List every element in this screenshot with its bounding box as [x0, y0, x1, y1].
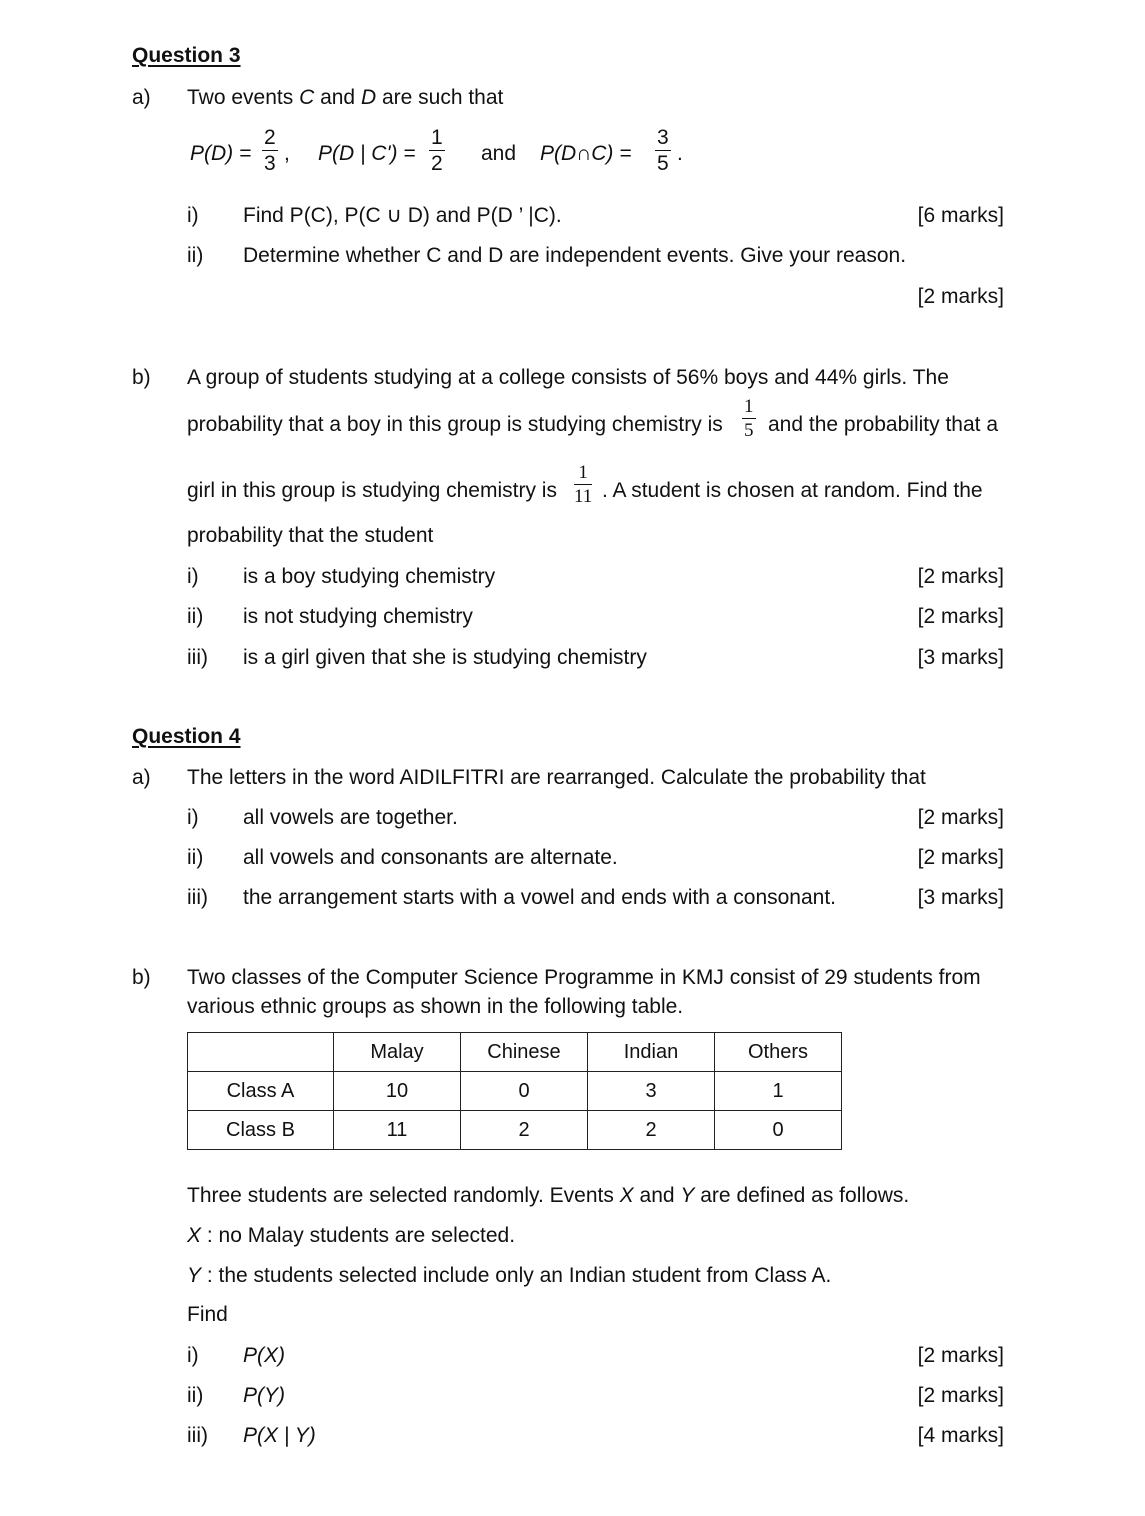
table-cell: 0 — [715, 1111, 842, 1150]
q4a-part-i-text: all vowels are together. — [243, 806, 458, 829]
q4a-part-ii-text: all vowels and consonants are alternate. — [243, 846, 618, 869]
q4b-events-intro: Three students are selected randomly. Events X and Y are defined as follows. — [187, 1184, 910, 1207]
q3b-part-ii-text: is not studying chemistry — [243, 605, 473, 628]
q4a-part-iii-label: iii) — [187, 886, 208, 909]
q3b-part-i-marks: [2 marks] — [917, 565, 1004, 588]
q4a-part-i-marks: [2 marks] — [917, 806, 1004, 829]
eq-pd-fraction: $\frac{2}{3}$ — [264, 126, 276, 175]
question-3-title: Question 3 — [132, 44, 241, 67]
question-4-title: Question 4 — [132, 725, 241, 748]
table-header-cell: Indian — [588, 1033, 715, 1072]
q4b-intro-line1: Two classes of the Computer Science Programme in KMJ consist of 29 students from — [187, 966, 981, 989]
q3b-line3-post: . A student is chosen at random. Find the — [602, 479, 983, 502]
table-header-cell: Malay — [334, 1033, 461, 1072]
table-cell: 1 — [715, 1072, 842, 1111]
q4a-part-ii-marks: [2 marks] — [917, 846, 1004, 869]
q3a-part-i-label: i) — [187, 204, 199, 227]
q3b-girl-fraction: $\frac{1}{11}$ — [574, 462, 593, 507]
event-y-definition: Y : the students selected include only an Indian student from Class A. — [187, 1264, 832, 1287]
table-row — [188, 1072, 842, 1111]
q3b-part-iii-label: iii) — [187, 646, 208, 669]
q3b-part-iii-text: is a girl given that she is studying chemistry — [243, 646, 647, 669]
q4b-part-ii-label: ii) — [187, 1384, 204, 1407]
q3a-label: a) — [132, 86, 151, 109]
table-cell: 0 — [461, 1072, 588, 1111]
q3a-part-ii-label: ii) — [187, 244, 204, 267]
q3b-line3-pre: girl in this group is studying chemistry is — [187, 479, 557, 502]
q3b-line4: probability that the student — [187, 524, 434, 547]
q4a-label: a) — [132, 766, 151, 789]
event-x-definition: X : no Malay students are selected. — [187, 1224, 516, 1247]
eq-pdnc-dot: . — [677, 142, 683, 165]
table-header-row — [188, 1033, 842, 1072]
q4a-part-ii-label: ii) — [187, 846, 204, 869]
q4b-label: b) — [132, 966, 151, 989]
table-cell: 3 — [588, 1072, 715, 1111]
q4a-part-i-label: i) — [187, 806, 199, 829]
q3a-intro: Two events C and D are such that — [187, 86, 504, 109]
q3b-line2-pre: probability that a boy in this group is studying chemistry is — [187, 413, 723, 436]
table-cell: 2 — [461, 1111, 588, 1150]
q3b-part-i-label: i) — [187, 565, 199, 588]
q3a-part-ii-marks: [2 marks] — [917, 285, 1004, 308]
q3b-boy-fraction: $\frac{1}{5}$ — [744, 396, 754, 441]
q3b-part-ii-label: ii) — [187, 605, 204, 628]
table-header-cell: Others — [715, 1033, 842, 1072]
table-row-label: Class A — [188, 1072, 334, 1111]
eq-pdnc-lhs: P(D∩C) = — [540, 142, 632, 165]
eq-and: and — [481, 142, 517, 165]
q4b-part-i-label: i) — [187, 1344, 199, 1367]
q4b-part-ii-text: P(Y) — [243, 1384, 285, 1407]
q3b-part-iii-marks: [3 marks] — [917, 646, 1004, 669]
q3b-line2-post: and the probability that a — [768, 413, 998, 436]
eq-pdnc-fraction: $\frac{3}{5}$ — [657, 126, 669, 175]
q4b-part-iii-marks: [4 marks] — [917, 1424, 1004, 1447]
table-row — [188, 1111, 842, 1150]
q3b-part-ii-marks: [2 marks] — [917, 605, 1004, 628]
q4a-part-iii-text: the arrangement starts with a vowel and ends with a consonant. — [243, 886, 837, 909]
q3b-label: b) — [132, 366, 151, 389]
table-header-cell — [188, 1033, 334, 1072]
eq-pdcprime-lhs: P(D | C') = — [318, 142, 416, 165]
q3a-part-i-text: Find P(C), P(C ∪ D) and P(D ’ |C). — [243, 204, 562, 227]
eq-pd-comma: , — [284, 142, 290, 165]
q4b-part-ii-marks: [2 marks] — [917, 1384, 1004, 1407]
table-cell: 11 — [334, 1111, 461, 1150]
table-row-label: Class B — [188, 1111, 334, 1150]
table-header-cell: Chinese — [461, 1033, 588, 1072]
eq-pd-lhs: P(D) = — [190, 142, 252, 165]
q4b-part-iii-text: P(X | Y) — [243, 1424, 316, 1447]
q4b-intro-line2: various ethnic groups as shown in the following table. — [187, 995, 684, 1018]
eq-pdcprime-fraction: $\frac{1}{2}$ — [431, 126, 443, 175]
q4b-part-i-marks: [2 marks] — [917, 1344, 1004, 1367]
q4b-part-i-text: P(X) — [243, 1344, 285, 1367]
q4b-find: Find — [187, 1303, 228, 1326]
q3a-part-ii-text: Determine whether C and D are independent events. Give your reason. — [243, 244, 907, 267]
table-cell: 10 — [334, 1072, 461, 1111]
q4b-part-iii-label: iii) — [187, 1424, 208, 1447]
ethnic-groups-table — [187, 1032, 842, 1150]
q4a-intro: The letters in the word AIDILFITRI are rearranged. Calculate the probability that — [187, 766, 926, 789]
q3b-line1: A group of students studying at a college consists of 56% boys and 44% girls. The — [187, 366, 949, 389]
table-cell: 2 — [588, 1111, 715, 1150]
q3a-part-i-marks: [6 marks] — [917, 204, 1004, 227]
q4a-part-iii-marks: [3 marks] — [917, 886, 1004, 909]
q3b-part-i-text: is a boy studying chemistry — [243, 565, 496, 588]
